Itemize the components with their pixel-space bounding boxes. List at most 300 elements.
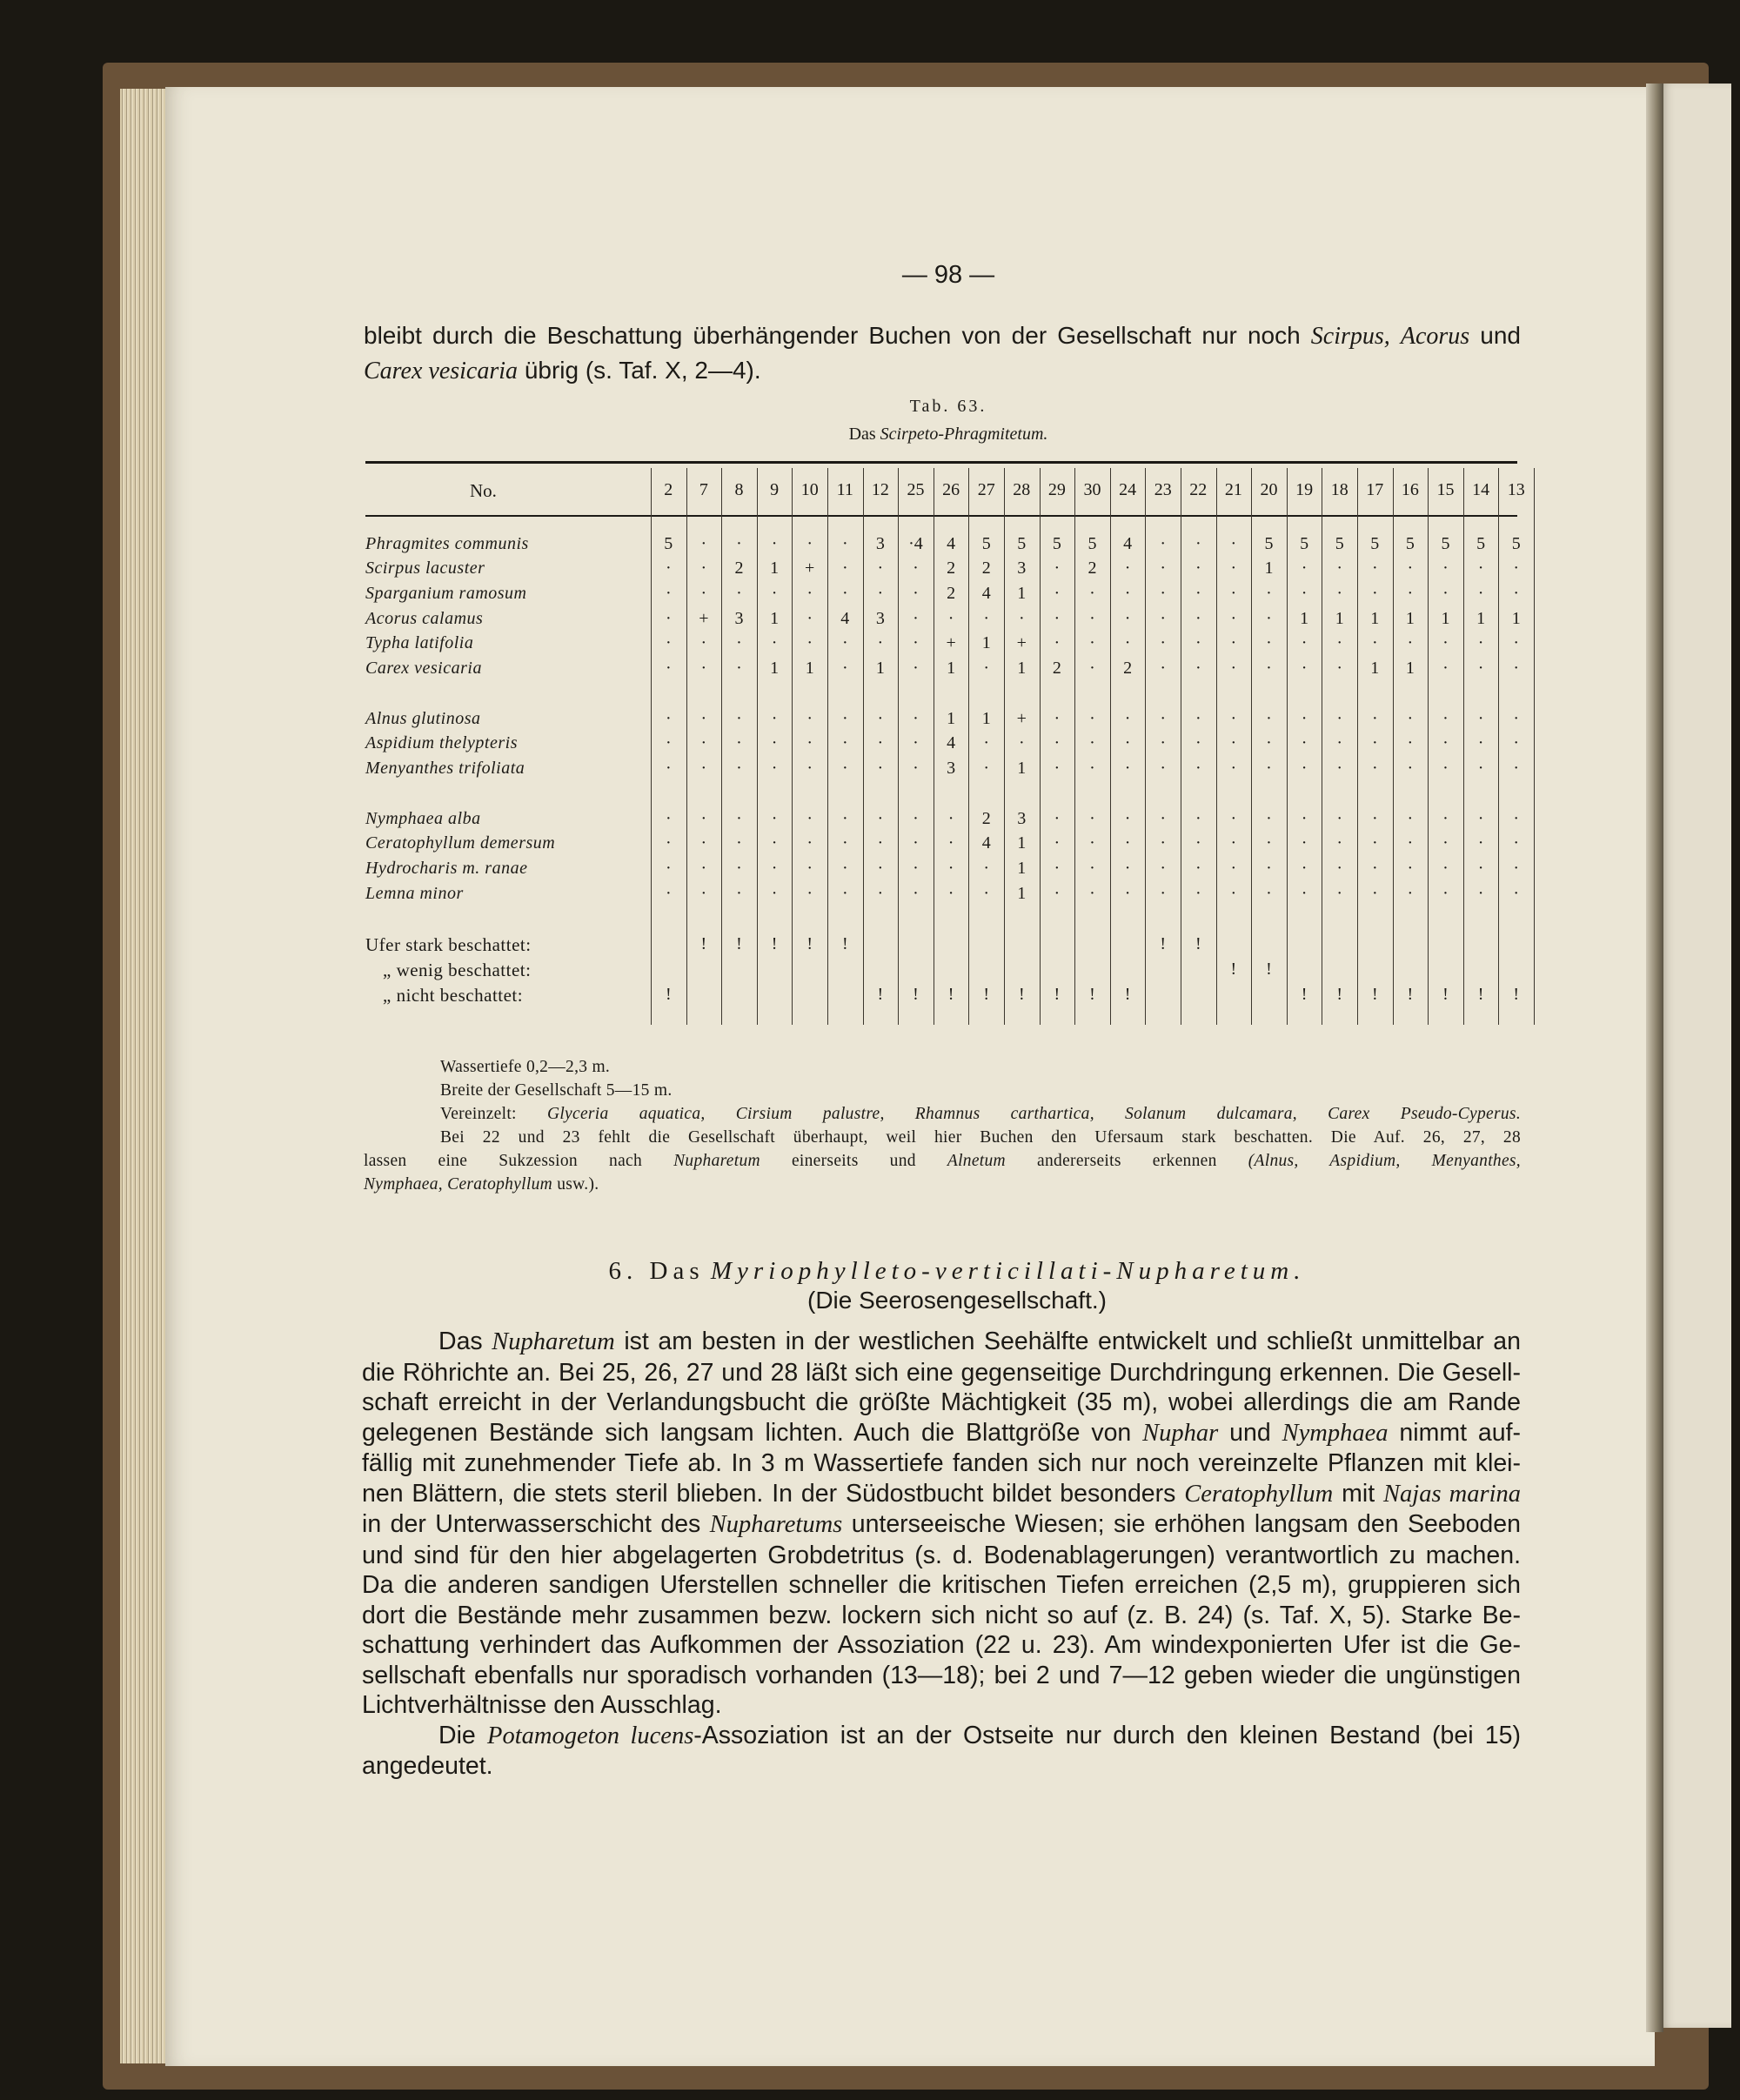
table-cell: · — [1442, 659, 1449, 678]
table-cell: · — [1195, 809, 1201, 828]
body-line: fällig mit zunehmender Tiefe ab. In 3 m Wassertiefe fanden sich nur noch vereinzelte Pflanzen mit klei- — [362, 1449, 1521, 1477]
body-line: Die Potamogeton lucens-Assoziation ist an der Ostseite nur durch den kleinen Bestand (bei 15) — [438, 1721, 1521, 1749]
shade-mark: ! — [877, 985, 884, 1004]
table-cell: · — [841, 558, 848, 578]
table-cell: · — [1160, 759, 1167, 778]
table-cell: 5 — [1335, 534, 1344, 553]
table-cell: · — [1230, 659, 1237, 678]
table-cell: · — [1230, 633, 1237, 652]
table-cell: · — [700, 809, 707, 828]
table-cell: · — [1513, 884, 1520, 903]
column-header: 15 — [1436, 480, 1455, 499]
table-cell: · — [1477, 633, 1484, 652]
table-cell: · — [841, 534, 848, 553]
note-water-depth: Wassertiefe 0,2—2,3 m. — [440, 1058, 611, 1076]
table-cell: · — [700, 733, 707, 752]
table-cell: · — [1160, 609, 1167, 628]
table-cell: · — [1407, 633, 1414, 652]
table-cell: · — [877, 884, 884, 903]
column-header: 14 — [1472, 480, 1490, 499]
table-cell: 1 — [1370, 659, 1380, 678]
table-cell: 1 — [805, 659, 814, 678]
body-line: nen Blättern, die stets steril blieben. In der Südostbucht bildet besonders Ceratophyllum mit Najas marina — [362, 1479, 1521, 1508]
table-cell: · — [806, 833, 813, 853]
column-header: 9 — [770, 480, 780, 499]
table-cell: · — [1442, 833, 1449, 853]
table-cell: · — [841, 759, 848, 778]
table-cell: · — [1301, 558, 1308, 578]
table-cell: · — [771, 833, 778, 853]
table-cell: · — [1477, 659, 1484, 678]
shade-mark: ! — [1477, 985, 1484, 1004]
table-cell: · — [1407, 584, 1414, 603]
table-cell: 2 — [981, 558, 991, 578]
table-cell: · — [1477, 809, 1484, 828]
table-cell: 1 — [1017, 584, 1027, 603]
table-cell: · — [1195, 558, 1201, 578]
table-cell: · — [700, 659, 707, 678]
table-cell: · — [736, 733, 742, 752]
table-cell: · — [1089, 884, 1095, 903]
table-cell: · — [1124, 709, 1131, 728]
table-cell: · — [736, 759, 742, 778]
species-name: Lemna minor — [365, 884, 464, 903]
table-cell: · — [1230, 733, 1237, 752]
table-cell: 2 — [734, 558, 744, 578]
table-cell: · — [700, 709, 707, 728]
table-cell: 1 — [1017, 759, 1027, 778]
table-cell: · — [841, 633, 848, 652]
table-cell: · — [700, 759, 707, 778]
body-line: sellschaft ebenfalls nur sporadisch vorhanden (13—18); bei 2 und 7—12 geben wieder die ungünstigen — [362, 1661, 1521, 1689]
column-header: 28 — [1013, 480, 1031, 499]
table-cell: · — [806, 884, 813, 903]
table-cell: · — [1160, 833, 1167, 853]
table-cell: · — [841, 709, 848, 728]
table-cell: · — [947, 884, 954, 903]
table-cell: · — [1054, 609, 1061, 628]
table-cell: 1 — [1476, 609, 1486, 628]
table-cell: · — [665, 733, 672, 752]
shade-mark: ! — [1124, 985, 1131, 1004]
table-cell: 1 — [947, 659, 956, 678]
body-line: schaft erreicht in der Verlandungsbucht die größte Mächtigkeit (35 m), wobei allerdings die am Rande — [362, 1388, 1521, 1416]
table-cell: · — [947, 609, 954, 628]
table-cell: · — [1160, 859, 1167, 878]
table-cell: · — [1054, 759, 1061, 778]
table-cell: · — [1336, 833, 1343, 853]
table-cell: · — [1195, 534, 1201, 553]
table-cell: 1 — [1405, 609, 1415, 628]
table-cell: 2 — [947, 584, 956, 603]
table-cell: · — [1513, 709, 1520, 728]
table-cell: · — [1301, 733, 1308, 752]
table-cell: · — [841, 809, 848, 828]
table-cell: · — [1266, 884, 1272, 903]
table-cell: · — [1124, 733, 1131, 752]
table-cell: 3 — [734, 609, 744, 628]
table-cell: 2 — [1052, 659, 1061, 678]
table-cell: · — [665, 859, 672, 878]
table-cell: + — [805, 558, 815, 578]
table-cell: · — [771, 709, 778, 728]
table-cell: · — [1124, 859, 1131, 878]
table-cell: · — [1513, 833, 1520, 853]
note-line-4: Bei 22 und 23 fehlt die Gesellschaft überhaupt, weil hier Buchen den Ufersaum stark beschatten. Die Auf. 26, 27, 28 — [440, 1128, 1521, 1147]
table-cell: · — [1442, 759, 1449, 778]
table-cell: 5 — [1052, 534, 1061, 553]
table-cell: · — [1371, 884, 1378, 903]
table-cell: 4 — [1123, 534, 1133, 553]
table-cell: · — [1054, 859, 1061, 878]
table-cell: · — [1442, 558, 1449, 578]
table-cell: · — [913, 833, 919, 853]
table-cell: · — [700, 833, 707, 853]
table-cell: 5 — [664, 534, 673, 553]
table-cell: · — [1301, 859, 1308, 878]
table-cell: · — [983, 859, 990, 878]
table-cell: · — [1336, 558, 1343, 578]
table-cell: · — [1477, 709, 1484, 728]
column-header: 17 — [1366, 480, 1384, 499]
table-cell: 1 — [875, 659, 885, 678]
table-cell: · — [1513, 633, 1520, 652]
body-line: dort die Bestände mehr zusammen bezw. lockern sich nicht so auf (z. B. 24) (s. Taf. X, 5). Starke Be- — [362, 1601, 1521, 1629]
table-cell: · — [913, 809, 919, 828]
table-cell: · — [806, 609, 813, 628]
table-cell: 1 — [947, 709, 956, 728]
species-name: Phragmites communis — [365, 534, 529, 553]
table-cell: · — [983, 609, 990, 628]
table-cell: 1 — [1370, 609, 1380, 628]
table-cell: · — [1018, 733, 1025, 752]
table-cell: · — [1442, 733, 1449, 752]
table-cell: · — [736, 809, 742, 828]
table-cell: · — [665, 584, 672, 603]
species-name: Menyanthes trifoliata — [365, 759, 525, 778]
facing-page-edge — [1662, 84, 1731, 2028]
shade-mark: ! — [983, 985, 990, 1004]
shade-label: „ nicht beschattet: — [383, 985, 524, 1006]
table-cell: · — [1160, 884, 1167, 903]
table-cell: · — [1301, 584, 1308, 603]
table-cell: · — [806, 809, 813, 828]
table-cell: · — [1195, 859, 1201, 878]
shade-mark: ! — [1089, 985, 1095, 1004]
table-cell: · — [1301, 833, 1308, 853]
table-cell: · — [700, 884, 707, 903]
table-notes — [364, 1055, 1521, 1196]
table-cell: · — [913, 558, 919, 578]
table-cell: · — [1336, 809, 1343, 828]
table-cell: · — [1124, 759, 1131, 778]
species-name: Alnus glutinosa — [365, 709, 481, 728]
table-cell: · — [736, 534, 742, 553]
table-cell: 2 — [947, 558, 956, 578]
table-cell: 5 — [981, 534, 991, 553]
body-line: Da die anderen sandigen Uferstellen schneller die kritischen Tiefen erreichen (2,5 m), gruppieren sich — [362, 1571, 1521, 1599]
column-header: 27 — [977, 480, 995, 499]
column-header: 11 — [836, 480, 853, 499]
table-cell: · — [1124, 809, 1131, 828]
table-cell: · — [1407, 733, 1414, 752]
table-cell: · — [1301, 659, 1308, 678]
table-cell: · — [1160, 633, 1167, 652]
table-cell: 1 — [981, 633, 991, 652]
table-cell: · — [1407, 859, 1414, 878]
page-number: — 98 — — [901, 261, 995, 289]
table-cell: · — [877, 558, 884, 578]
table-cell: · — [1371, 584, 1378, 603]
table-cell: · — [1089, 759, 1095, 778]
column-header: 16 — [1401, 480, 1419, 499]
table-cell: · — [877, 809, 884, 828]
table-cell: · — [1089, 809, 1095, 828]
table-cell: · — [1124, 609, 1131, 628]
table-cell: 2 — [1123, 659, 1133, 678]
table-cell: · — [1160, 659, 1167, 678]
table-cell: 5 — [1441, 534, 1450, 553]
table-cell: 4 — [947, 733, 956, 752]
table-cell: · — [1195, 659, 1201, 678]
intro-line-1: bleibt durch die Beschattung überhängender Buchen von der Gesellschaft nur noch Scirpus, Acorus und — [364, 322, 1521, 350]
table-cell: · — [1266, 709, 1272, 728]
table-cell: · — [877, 859, 884, 878]
table-cell: · — [1266, 584, 1272, 603]
table-cell: · — [983, 759, 990, 778]
table-header-rule — [365, 515, 1517, 517]
table-cell: 3 — [947, 759, 956, 778]
table-cell: · — [1054, 633, 1061, 652]
shade-mark: ! — [1371, 985, 1378, 1004]
table-cell: · — [1477, 584, 1484, 603]
column-header-no: No. — [470, 480, 497, 501]
table-cell: · — [983, 884, 990, 903]
table-cell: + — [1016, 633, 1027, 652]
table-cell: · — [1018, 609, 1025, 628]
table-cell: · — [1089, 733, 1095, 752]
table-cell: · — [1513, 733, 1520, 752]
table-cell: · — [771, 884, 778, 903]
shade-mark: ! — [736, 934, 742, 953]
table-cell: · — [1054, 833, 1061, 853]
table-cell: · — [913, 584, 919, 603]
table-cell: · — [1230, 759, 1237, 778]
table-cell: 1 — [1264, 558, 1274, 578]
species-name: Carex vesicaria — [365, 659, 482, 678]
table-cell: · — [947, 833, 954, 853]
table-cell: · — [1266, 609, 1272, 628]
table-cell: · — [841, 659, 848, 678]
table-cell: · — [1195, 609, 1201, 628]
table-cell: 5 — [1370, 534, 1380, 553]
table-cell: + — [946, 633, 956, 652]
table-cell: · — [736, 584, 742, 603]
book-gutter — [1646, 84, 1663, 2032]
body-paragraphs — [362, 1327, 1521, 1782]
shade-mark: ! — [665, 985, 672, 1004]
shade-mark: ! — [1336, 985, 1343, 1004]
table-cell: · — [1301, 633, 1308, 652]
table-cell: · — [1407, 759, 1414, 778]
table-cell: · — [700, 558, 707, 578]
table-cell: 4 — [947, 534, 956, 553]
table-cell: · — [1195, 759, 1201, 778]
table-cell: 5 — [1405, 534, 1415, 553]
table-cell: · — [736, 659, 742, 678]
body-line: gelegenen Bestände sich langsam lichten. Auch die Blattgröße von Nuphar und Nymphaea nimmt auf- — [362, 1418, 1521, 1447]
table-cell: · — [913, 733, 919, 752]
table-cell: · — [665, 809, 672, 828]
table-cell: · — [1371, 759, 1378, 778]
body-line: und sind für den hier abgelagerten Grobdetritus (s. d. Bodenablagerungen) verantwortlich zu machen. — [362, 1541, 1521, 1569]
shade-mark: ! — [1018, 985, 1025, 1004]
shade-mark: ! — [1230, 960, 1237, 979]
table-cell: · — [806, 584, 813, 603]
table-cell: · — [913, 709, 919, 728]
species-name: Scirpus lacuster — [365, 558, 485, 578]
column-header: 10 — [800, 480, 819, 499]
table-cell: · — [1513, 659, 1520, 678]
table-cell: 1 — [1017, 833, 1027, 853]
table-cell: · — [771, 534, 778, 553]
table-cell: 1 — [1017, 859, 1027, 878]
table-cell: 1 — [1017, 884, 1027, 903]
table-cell: · — [1513, 558, 1520, 578]
column-header: 19 — [1295, 480, 1314, 499]
column-header: 25 — [907, 480, 925, 499]
table-cell: · — [1442, 809, 1449, 828]
intro-paragraph — [364, 318, 1521, 388]
table-cell: · — [1371, 833, 1378, 853]
intro-line-2: Carex vesicaria übrig (s. Taf. X, 2—4). — [364, 357, 761, 385]
table-cell: · — [771, 809, 778, 828]
note-line-6: Nymphaea, Ceratophyllum usw.). — [364, 1175, 599, 1194]
column-header: 2 — [664, 480, 673, 499]
table-cell: · — [806, 733, 813, 752]
table-cell: · — [1371, 733, 1378, 752]
table-cell: · — [1124, 633, 1131, 652]
table-cell: · — [700, 633, 707, 652]
table-cell: · — [806, 709, 813, 728]
table-cell: · — [877, 759, 884, 778]
table-cell: 2 — [981, 809, 991, 828]
table-cell: · — [1336, 884, 1343, 903]
table-cell: · — [771, 584, 778, 603]
table-cell: 5 — [1088, 534, 1097, 553]
table-column-line — [1534, 468, 1535, 1025]
table-cell: · — [1301, 884, 1308, 903]
table-cell: · — [1477, 833, 1484, 853]
table-cell: · — [1089, 584, 1095, 603]
table-cell: 3 — [875, 609, 885, 628]
table-cell: · — [1054, 558, 1061, 578]
table-cell: · — [913, 859, 919, 878]
table-cell: · — [877, 709, 884, 728]
table-cell: · — [1266, 733, 1272, 752]
table-label: Tab. 63. — [909, 397, 987, 416]
table-cell: · — [1477, 733, 1484, 752]
table-cell: · — [1442, 633, 1449, 652]
table-cell: · — [1301, 759, 1308, 778]
table-cell: 1 — [1441, 609, 1450, 628]
table-cell: · — [1371, 859, 1378, 878]
column-header: 23 — [1154, 480, 1172, 499]
table-cell: · — [1230, 534, 1237, 553]
table-cell: · — [700, 584, 707, 603]
table-cell: · — [1371, 633, 1378, 652]
species-name: Nymphaea alba — [365, 809, 481, 828]
table-cell: 4 — [981, 833, 991, 853]
table-cell: · — [877, 733, 884, 752]
shade-mark: ! — [806, 934, 813, 953]
table-cell: 5 — [1264, 534, 1274, 553]
table-cell: · — [1336, 584, 1343, 603]
table-cell: · — [806, 633, 813, 652]
table-cell: · — [947, 809, 954, 828]
species-name: Hydrocharis m. ranae — [365, 859, 528, 878]
column-header: 29 — [1047, 480, 1066, 499]
shade-mark: ! — [1442, 985, 1449, 1004]
table-cell: 3 — [1017, 558, 1027, 578]
table-cell: · — [736, 633, 742, 652]
column-header: 30 — [1083, 480, 1101, 499]
table-cell: · — [1160, 534, 1167, 553]
table-cell: 5 — [1017, 534, 1027, 553]
table-cell: 4 — [840, 609, 850, 628]
table-cell: · — [736, 859, 742, 878]
table-cell: · — [1160, 584, 1167, 603]
table-cell: · — [877, 584, 884, 603]
table-cell: · — [841, 733, 848, 752]
table-cell: · — [947, 859, 954, 878]
body-line: schattung verhindert das Aufkommen der Assoziation (22 u. 23). Am windexponierten Ufer ist die Ge- — [362, 1631, 1521, 1659]
table-cell: · — [1336, 859, 1343, 878]
table-cell: · — [1407, 884, 1414, 903]
table-cell: · — [1054, 884, 1061, 903]
table-cell: · — [1266, 833, 1272, 853]
table-cell: · — [983, 659, 990, 678]
shade-mark: ! — [1160, 934, 1167, 953]
table-cell: · — [1442, 884, 1449, 903]
table-cell: · — [665, 558, 672, 578]
column-header: 20 — [1260, 480, 1278, 499]
table-cell: · — [806, 534, 813, 553]
section-title: 6. Das Myriophylleto-verticillati-Nupharetum. — [608, 1257, 1306, 1285]
table-cell: · — [1054, 733, 1061, 752]
column-header: 24 — [1119, 480, 1137, 499]
table-cell: + — [699, 609, 709, 628]
table-cell: · — [983, 733, 990, 752]
table-cell: · — [1513, 809, 1520, 828]
table-cell: · — [1089, 633, 1095, 652]
table-cell: 1 — [981, 709, 991, 728]
table-cell: · — [1301, 709, 1308, 728]
table-cell: 4 — [981, 584, 991, 603]
table-cell: · — [1336, 733, 1343, 752]
table-cell: 1 — [1511, 609, 1521, 628]
shade-mark: ! — [1513, 985, 1520, 1004]
table-cell: · — [1160, 733, 1167, 752]
column-header: 22 — [1189, 480, 1208, 499]
shade-label: Ufer stark beschattet: — [365, 934, 532, 955]
table-cell: · — [1054, 709, 1061, 728]
section-subtitle: (Die Seerosengesellschaft.) — [807, 1287, 1107, 1314]
table-cell: · — [1477, 884, 1484, 903]
table-cell: 1 — [1335, 609, 1344, 628]
table-cell: + — [1016, 709, 1027, 728]
table-cell: · — [736, 833, 742, 853]
